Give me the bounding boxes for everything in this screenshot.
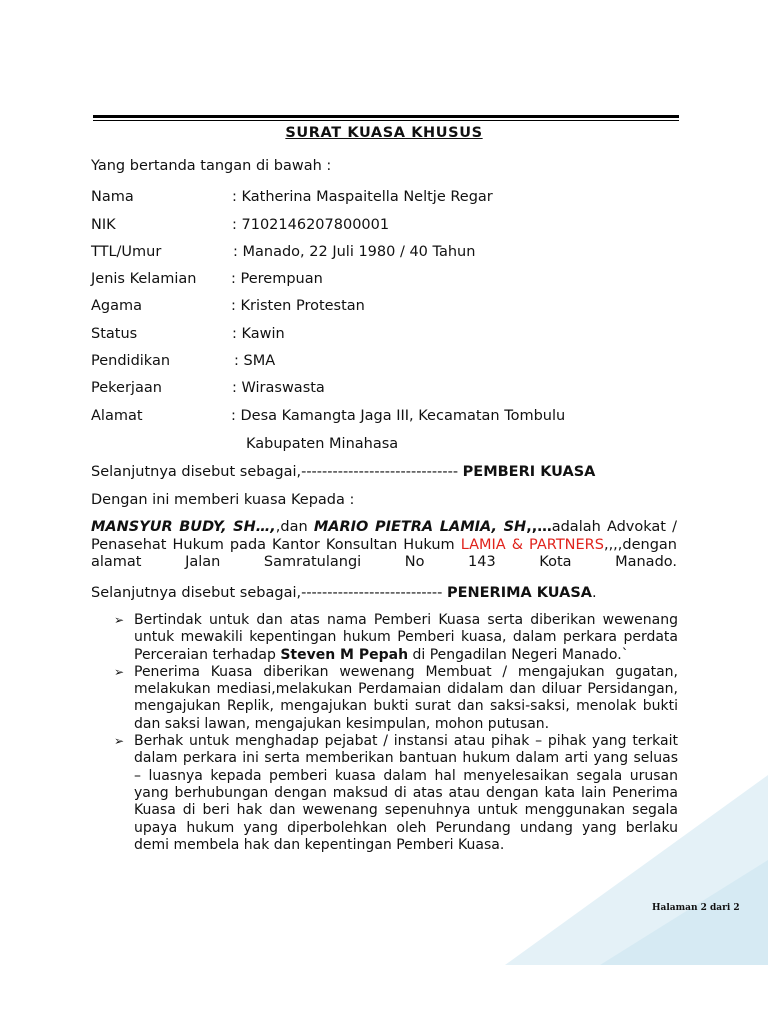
field-label-alamat: Alamat (91, 408, 143, 424)
penerima-kuasa-end: . (592, 585, 597, 601)
pemberi-kuasa-line (91, 462, 595, 482)
field-value-jenis-kelamin: : Perempuan (231, 271, 323, 287)
field-value-agama: : Kristen Protestan (231, 298, 365, 314)
field-value-nik: : 7102146207800001 (232, 217, 390, 233)
field-value-status: : Kawin (232, 326, 285, 342)
kuasa-intro: Dengan ini memberi kuasa Kepada : (91, 492, 355, 508)
header-rule (93, 115, 679, 118)
arrow-bullet-icon: ➢ (114, 734, 125, 749)
penerima-kuasa-role: PENERIMA KUASA (446, 585, 592, 601)
field-label-nik: NIK (91, 217, 116, 233)
penerima-kuasa-line (91, 583, 597, 603)
address-text: ,,,,dengan alamat Jalan Samratulangi No 143 Kota Manado. (91, 536, 677, 570)
penerima-kuasa-prefix: Selanjutnya disebut sebagai,--------------------------- (91, 585, 443, 601)
address-line-2: Kabupaten Minahasa (246, 436, 399, 452)
field-label-status: Status (91, 326, 138, 342)
firm-name: LAMIA & PARTNERS (460, 536, 604, 553)
field-value-alamat: : Desa Kamangta Jaga III, Kecamatan Tombulu (231, 408, 566, 424)
field-label-pendidikan: Pendidikan (91, 353, 171, 369)
point-1-defendant: Steven M Pepah (280, 646, 409, 663)
header-rule-thin (93, 120, 679, 121)
suffix-marks: ,,… (526, 519, 552, 535)
field-label-pekerjaan: Pekerjaan (91, 380, 162, 396)
pemberi-kuasa-prefix: Selanjutnya disebut sebagai,------------------------------ (91, 464, 459, 480)
arrow-bullet-icon: ➢ (114, 664, 125, 679)
field-value-ttl: : Manado, 22 Juli 1980 / 40 Tahun (233, 244, 476, 260)
field-label-nama: Nama (91, 189, 134, 205)
field-value-pekerjaan: : Wiraswasta (232, 380, 325, 396)
page-number: Halaman 2 dari 2 (652, 903, 740, 913)
intro-text: Yang bertanda tangan di bawah : (91, 158, 332, 174)
pemberi-kuasa-role: PEMBERI KUASA (462, 464, 596, 480)
connector-text: ,dan (275, 519, 308, 535)
point-3-text: Berhak untuk menghadap pejabat / instansi atau pihak – pihak yang terkait dalam perkara ini serta memberikan bantuan hukum dalam arti yang seluas – luasnya kepada pemberi kuasa dalam hal menyelesaikan segala urusan yang berhubungan dengan maksud di atas atau dengan kata lain Penerima Kuasa di beri hak dan wewenang sepenuhnya untuk menggunakan segala upaya hukum yang diperbolehkan oleh Perundang undang yang berlaku demi membela hak dan kepentingan Pemberi Kuasa. (134, 733, 678, 853)
authority-list (114, 612, 678, 854)
lawyer-2-name: MARIO PIETRA LAMIA, SH (313, 519, 527, 535)
field-value-nama: : Katherina Maspaitella Neltje Regar (232, 189, 493, 205)
list-item (114, 733, 678, 854)
list-item (114, 664, 678, 733)
list-item (114, 612, 678, 664)
field-value-pendidikan: : SMA (234, 353, 276, 369)
document-title: SURAT KUASA KHUSUS (285, 125, 483, 141)
arrow-bullet-icon: ➢ (114, 613, 125, 627)
point-1-text-end: di Pengadilan Negeri Manado.` (412, 646, 629, 663)
field-label-ttl: TTL/Umur (91, 244, 162, 260)
lawyers-paragraph (91, 519, 677, 572)
field-label-jenis-kelamin: Jenis Kelamian (91, 271, 197, 287)
lawyer-1-name: MANSYUR BUDY, SH…, (91, 519, 276, 535)
field-label-agama: Agama (91, 298, 143, 314)
adalah-text: adalah Advokat / Penasehat Hukum pada Kantor Konsultan Hukum (91, 519, 678, 553)
point-1-text: Bertindak untuk dan atas nama Pemberi Kuasa serta diberikan wewenang untuk mewakili kepentingan hukum Pemberi kuasa, dalam perkara perdata Perceraian terhadap (134, 612, 678, 663)
point-2-text: Penerima Kuasa diberikan wewenang Membuat / mengajukan gugatan, melakukan mediasi,melakukan Perdamaian didalam dan diluar Persidangan, mengajukan Replik, mengajukan bukti surat dan saksi-saksi, menolak bukti dan saksi lawan, mengajukan kesimpulan, mohon putusan. (134, 663, 678, 732)
